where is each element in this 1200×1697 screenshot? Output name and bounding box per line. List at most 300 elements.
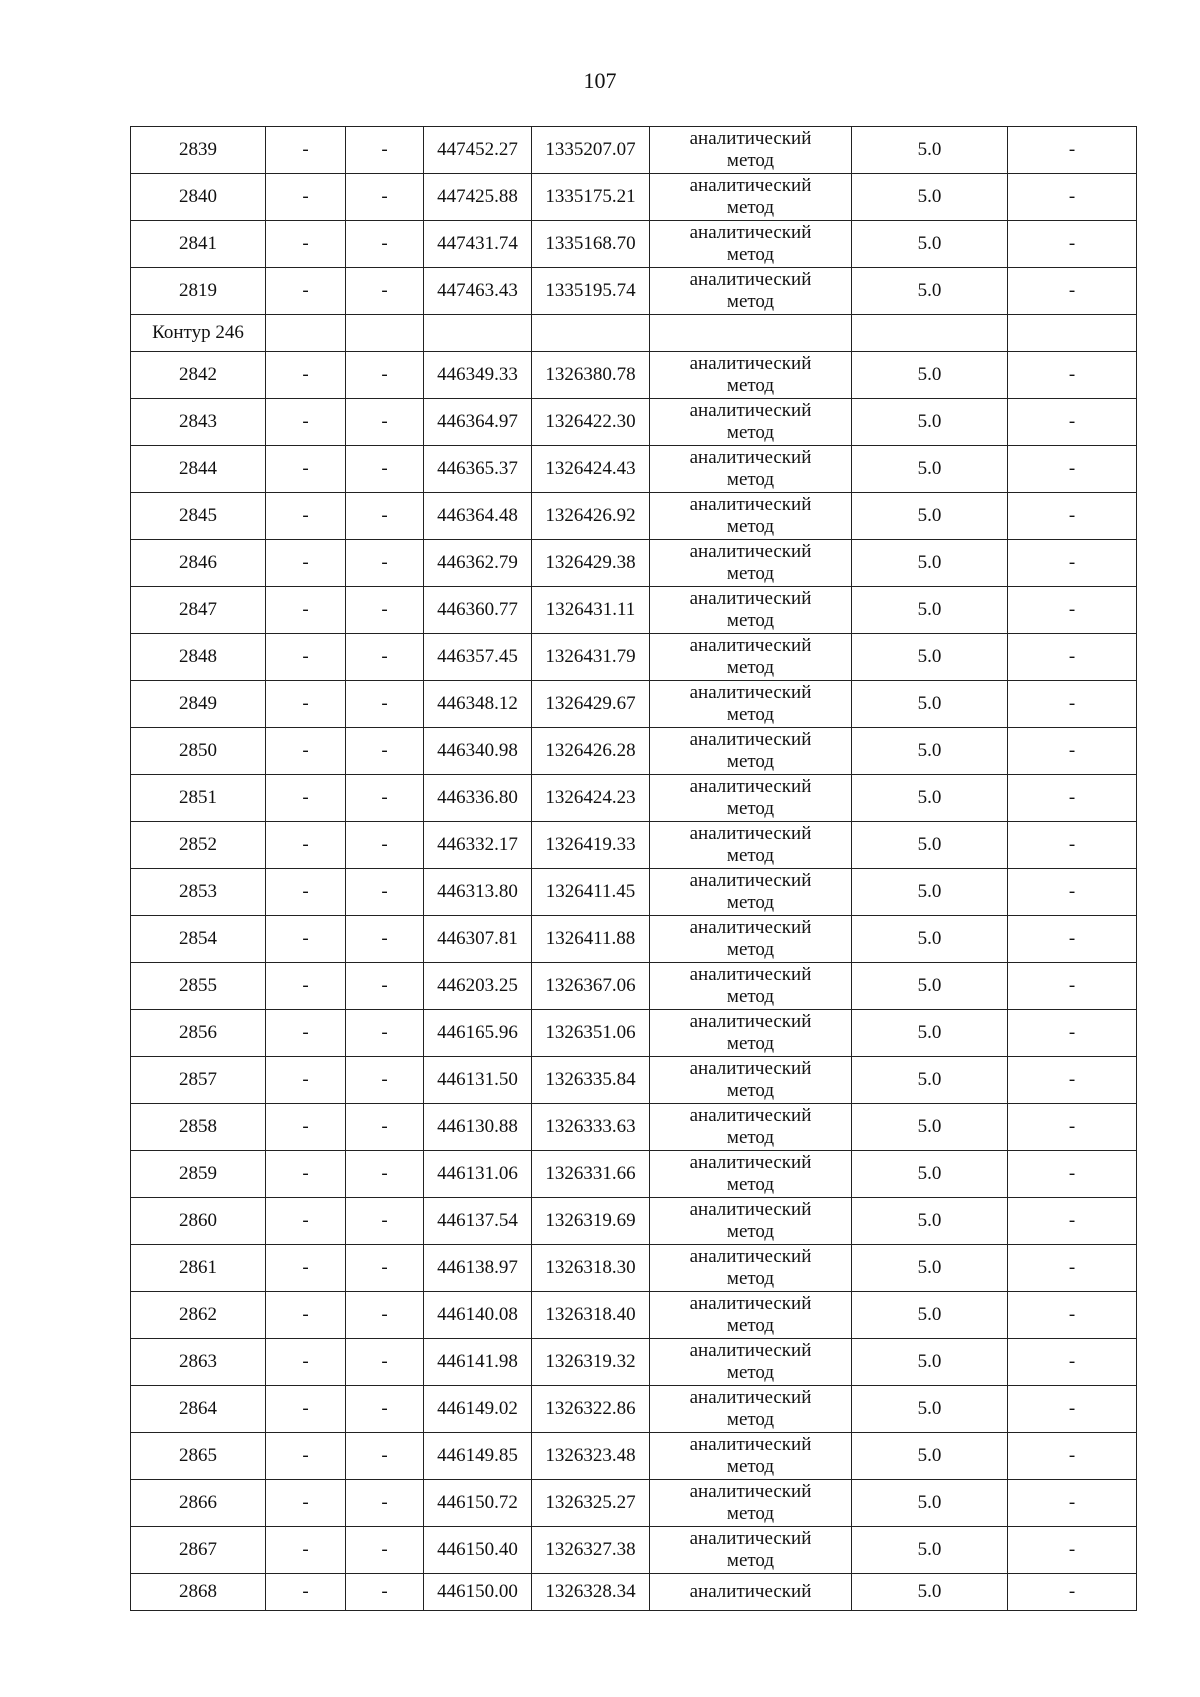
method-cell (650, 1245, 852, 1292)
dash-cell: - (346, 1527, 424, 1574)
dash-cell: - (266, 1292, 346, 1339)
table-row (131, 1433, 1137, 1480)
dash-cell: - (266, 822, 346, 869)
point-number-cell: 2857 (131, 1057, 266, 1104)
method-line-2: метод (726, 845, 775, 866)
method-line-2: метод (726, 1456, 775, 1477)
method-line-2: метод (726, 375, 775, 396)
method-cell (650, 399, 852, 446)
y-coordinate-cell: 1326424.43 (532, 446, 650, 493)
dash-cell: - (1008, 1339, 1137, 1386)
x-coordinate-cell: 446140.08 (424, 1292, 532, 1339)
dash-cell: - (1008, 1574, 1137, 1611)
method-cell (650, 775, 852, 822)
dash-cell: - (346, 869, 424, 916)
empty-cell (532, 315, 650, 352)
accuracy-cell: 5.0 (852, 634, 1008, 681)
x-coordinate-cell: 447425.88 (424, 174, 532, 221)
table-row (131, 1104, 1137, 1151)
x-coordinate-cell: 446150.00 (424, 1574, 532, 1611)
method-line-2: метод (726, 1221, 775, 1242)
accuracy-cell: 5.0 (852, 1104, 1008, 1151)
accuracy-cell: 5.0 (852, 1339, 1008, 1386)
y-coordinate-cell: 1326328.34 (532, 1574, 650, 1611)
method-cell (650, 1151, 852, 1198)
dash-cell: - (266, 1433, 346, 1480)
x-coordinate-cell: 446365.37 (424, 446, 532, 493)
method-line-1: аналитический (689, 1581, 812, 1602)
x-coordinate-cell: 446203.25 (424, 963, 532, 1010)
dash-cell: - (346, 1292, 424, 1339)
accuracy-cell: 5.0 (852, 869, 1008, 916)
table-row (131, 127, 1137, 174)
dash-cell: - (346, 681, 424, 728)
accuracy-cell: 5.0 (852, 1527, 1008, 1574)
method-cell (650, 869, 852, 916)
method-cell (650, 446, 852, 493)
y-coordinate-cell: 1326422.30 (532, 399, 650, 446)
method-line-2: метод (726, 563, 775, 584)
method-line-2: метод (726, 1315, 775, 1336)
table-row (131, 1198, 1137, 1245)
dash-cell: - (346, 963, 424, 1010)
method-line-2: метод (726, 986, 775, 1007)
method-cell (650, 1574, 852, 1611)
y-coordinate-cell: 1326323.48 (532, 1433, 650, 1480)
method-cell (650, 587, 852, 634)
method-line-2: метод (726, 939, 775, 960)
dash-cell: - (346, 1151, 424, 1198)
point-number-cell: 2863 (131, 1339, 266, 1386)
point-number-cell: 2846 (131, 540, 266, 587)
x-coordinate-cell: 446357.45 (424, 634, 532, 681)
dash-cell: - (1008, 1245, 1137, 1292)
y-coordinate-cell: 1326335.84 (532, 1057, 650, 1104)
dash-cell: - (346, 775, 424, 822)
y-coordinate-cell: 1335175.21 (532, 174, 650, 221)
dash-cell: - (346, 728, 424, 775)
method-line-2: метод (726, 704, 775, 725)
dash-cell: - (266, 681, 346, 728)
method-line-2: метод (726, 1033, 775, 1054)
table-row (131, 1057, 1137, 1104)
table-row (131, 1574, 1137, 1611)
accuracy-cell: 5.0 (852, 775, 1008, 822)
dash-cell: - (1008, 681, 1137, 728)
method-cell (650, 174, 852, 221)
method-line-1: аналитический (689, 1105, 812, 1126)
dash-cell: - (1008, 1480, 1137, 1527)
y-coordinate-cell: 1326411.45 (532, 869, 650, 916)
method-cell (650, 127, 852, 174)
method-line-1: аналитический (689, 128, 812, 149)
x-coordinate-cell: 446141.98 (424, 1339, 532, 1386)
accuracy-cell: 5.0 (852, 1480, 1008, 1527)
point-number-cell: 2840 (131, 174, 266, 221)
point-number-cell: 2854 (131, 916, 266, 963)
dash-cell: - (266, 634, 346, 681)
dash-cell: - (266, 1339, 346, 1386)
method-line-1: аналитический (689, 400, 812, 421)
dash-cell: - (266, 540, 346, 587)
method-line-1: аналитический (689, 870, 812, 891)
dash-cell: - (266, 775, 346, 822)
coordinates-table (130, 126, 1137, 1611)
dash-cell: - (1008, 174, 1137, 221)
dash-cell: - (1008, 1010, 1137, 1057)
method-cell (650, 634, 852, 681)
accuracy-cell: 5.0 (852, 1198, 1008, 1245)
point-number-cell: 2859 (131, 1151, 266, 1198)
table-row (131, 822, 1137, 869)
method-line-1: аналитический (689, 222, 812, 243)
method-line-2: метод (726, 1550, 775, 1571)
accuracy-cell: 5.0 (852, 540, 1008, 587)
method-line-2: метод (726, 244, 775, 265)
method-cell (650, 1433, 852, 1480)
dash-cell: - (1008, 963, 1137, 1010)
dash-cell: - (346, 1386, 424, 1433)
method-cell (650, 1010, 852, 1057)
table-row (131, 1480, 1137, 1527)
section-label: Контур 246 (131, 315, 266, 352)
page-number: 107 (583, 68, 617, 93)
accuracy-cell: 5.0 (852, 1386, 1008, 1433)
dash-cell: - (346, 1433, 424, 1480)
method-cell (650, 1057, 852, 1104)
table-row (131, 587, 1137, 634)
empty-cell (266, 315, 346, 352)
method-line-1: аналитический (689, 776, 812, 797)
method-cell (650, 1386, 852, 1433)
dash-cell: - (346, 1574, 424, 1611)
dash-cell: - (346, 916, 424, 963)
dash-cell: - (266, 1574, 346, 1611)
dash-cell: - (1008, 446, 1137, 493)
x-coordinate-cell: 446332.17 (424, 822, 532, 869)
method-line-1: аналитический (689, 1058, 812, 1079)
method-line-2: метод (726, 197, 775, 218)
table-row (131, 728, 1137, 775)
method-cell (650, 916, 852, 963)
accuracy-cell: 5.0 (852, 916, 1008, 963)
dash-cell: - (346, 587, 424, 634)
point-number-cell: 2866 (131, 1480, 266, 1527)
table-row (131, 352, 1137, 399)
accuracy-cell: 5.0 (852, 587, 1008, 634)
dash-cell: - (266, 399, 346, 446)
dash-cell: - (346, 1010, 424, 1057)
dash-cell: - (346, 540, 424, 587)
method-line-2: метод (726, 1409, 775, 1430)
table-row (131, 1292, 1137, 1339)
method-cell (650, 1292, 852, 1339)
y-coordinate-cell: 1326411.88 (532, 916, 650, 963)
point-number-cell: 2847 (131, 587, 266, 634)
method-cell (650, 352, 852, 399)
point-number-cell: 2845 (131, 493, 266, 540)
dash-cell: - (1008, 775, 1137, 822)
table-row (131, 963, 1137, 1010)
dash-cell: - (1008, 587, 1137, 634)
point-number-cell: 2819 (131, 268, 266, 315)
method-cell (650, 681, 852, 728)
method-line-2: метод (726, 422, 775, 443)
dash-cell: - (266, 127, 346, 174)
dash-cell: - (266, 728, 346, 775)
table-row (131, 634, 1137, 681)
dash-cell: - (266, 1527, 346, 1574)
dash-cell: - (266, 587, 346, 634)
method-line-1: аналитический (689, 1481, 812, 1502)
x-coordinate-cell: 446149.02 (424, 1386, 532, 1433)
point-number-cell: 2841 (131, 221, 266, 268)
method-line-1: аналитический (689, 541, 812, 562)
dash-cell: - (346, 1057, 424, 1104)
dash-cell: - (1008, 1151, 1137, 1198)
method-line-2: метод (726, 892, 775, 913)
x-coordinate-cell: 446137.54 (424, 1198, 532, 1245)
table-row (131, 869, 1137, 916)
method-line-2: метод (726, 1362, 775, 1383)
dash-cell: - (266, 916, 346, 963)
point-number-cell: 2843 (131, 399, 266, 446)
dash-cell: - (266, 963, 346, 1010)
method-cell (650, 540, 852, 587)
dash-cell: - (1008, 728, 1137, 775)
dash-cell: - (346, 493, 424, 540)
table-row (131, 1151, 1137, 1198)
table-row (131, 493, 1137, 540)
method-line-2: метод (726, 610, 775, 631)
x-coordinate-cell: 446150.72 (424, 1480, 532, 1527)
method-line-1: аналитический (689, 823, 812, 844)
dash-cell: - (1008, 822, 1137, 869)
section-row (131, 315, 1137, 352)
dash-cell: - (1008, 127, 1137, 174)
coordinates-table-body (131, 127, 1137, 1611)
dash-cell: - (1008, 634, 1137, 681)
y-coordinate-cell: 1326424.23 (532, 775, 650, 822)
method-line-1: аналитический (689, 353, 812, 374)
method-cell (650, 1527, 852, 1574)
x-coordinate-cell: 446138.97 (424, 1245, 532, 1292)
dash-cell: - (1008, 1198, 1137, 1245)
empty-cell (852, 315, 1008, 352)
y-coordinate-cell: 1326429.38 (532, 540, 650, 587)
point-number-cell: 2852 (131, 822, 266, 869)
y-coordinate-cell: 1326318.30 (532, 1245, 650, 1292)
dash-cell: - (346, 174, 424, 221)
accuracy-cell: 5.0 (852, 268, 1008, 315)
dash-cell: - (266, 268, 346, 315)
accuracy-cell: 5.0 (852, 1292, 1008, 1339)
method-line-2: метод (726, 751, 775, 772)
method-line-1: аналитический (689, 729, 812, 750)
x-coordinate-cell: 446307.81 (424, 916, 532, 963)
point-number-cell: 2839 (131, 127, 266, 174)
method-cell (650, 963, 852, 1010)
x-coordinate-cell: 446340.98 (424, 728, 532, 775)
method-line-2: метод (726, 1503, 775, 1524)
x-coordinate-cell: 447452.27 (424, 127, 532, 174)
y-coordinate-cell: 1326426.92 (532, 493, 650, 540)
y-coordinate-cell: 1326431.11 (532, 587, 650, 634)
x-coordinate-cell: 446165.96 (424, 1010, 532, 1057)
point-number-cell: 2844 (131, 446, 266, 493)
x-coordinate-cell: 446131.50 (424, 1057, 532, 1104)
dash-cell: - (266, 174, 346, 221)
point-number-cell: 2862 (131, 1292, 266, 1339)
x-coordinate-cell: 446348.12 (424, 681, 532, 728)
table-row (131, 1339, 1137, 1386)
method-line-1: аналитический (689, 588, 812, 609)
empty-cell (1008, 315, 1137, 352)
dash-cell: - (1008, 1292, 1137, 1339)
point-number-cell: 2842 (131, 352, 266, 399)
dash-cell: - (1008, 1386, 1137, 1433)
method-line-1: аналитический (689, 1152, 812, 1173)
x-coordinate-cell: 446364.97 (424, 399, 532, 446)
method-cell (650, 728, 852, 775)
x-coordinate-cell: 446313.80 (424, 869, 532, 916)
dash-cell: - (1008, 352, 1137, 399)
x-coordinate-cell: 446130.88 (424, 1104, 532, 1151)
method-line-2: метод (726, 291, 775, 312)
table-row (131, 916, 1137, 963)
table-row (131, 446, 1137, 493)
method-line-1: аналитический (689, 447, 812, 468)
dash-cell: - (266, 1198, 346, 1245)
method-cell (650, 1198, 852, 1245)
point-number-cell: 2867 (131, 1527, 266, 1574)
method-line-1: аналитический (689, 682, 812, 703)
empty-cell (424, 315, 532, 352)
y-coordinate-cell: 1335168.70 (532, 221, 650, 268)
method-line-2: метод (726, 469, 775, 490)
table-row (131, 681, 1137, 728)
table-row (131, 1527, 1137, 1574)
method-line-2: метод (726, 1127, 775, 1148)
accuracy-cell: 5.0 (852, 1151, 1008, 1198)
method-line-1: аналитический (689, 1011, 812, 1032)
x-coordinate-cell: 446362.79 (424, 540, 532, 587)
dash-cell: - (1008, 869, 1137, 916)
accuracy-cell: 5.0 (852, 221, 1008, 268)
dash-cell: - (346, 634, 424, 681)
y-coordinate-cell: 1326325.27 (532, 1480, 650, 1527)
point-number-cell: 2865 (131, 1433, 266, 1480)
point-number-cell: 2853 (131, 869, 266, 916)
method-line-1: аналитический (689, 1340, 812, 1361)
accuracy-cell: 5.0 (852, 493, 1008, 540)
table-row (131, 399, 1137, 446)
dash-cell: - (1008, 221, 1137, 268)
x-coordinate-cell: 447463.43 (424, 268, 532, 315)
dash-cell: - (346, 1245, 424, 1292)
method-line-1: аналитический (689, 635, 812, 656)
accuracy-cell: 5.0 (852, 1574, 1008, 1611)
point-number-cell: 2864 (131, 1386, 266, 1433)
method-line-1: аналитический (689, 1528, 812, 1549)
y-coordinate-cell: 1326431.79 (532, 634, 650, 681)
y-coordinate-cell: 1326419.33 (532, 822, 650, 869)
y-coordinate-cell: 1326426.28 (532, 728, 650, 775)
x-coordinate-cell: 446150.40 (424, 1527, 532, 1574)
dash-cell: - (266, 221, 346, 268)
method-line-1: аналитический (689, 1387, 812, 1408)
method-line-1: аналитический (689, 964, 812, 985)
method-line-1: аналитический (689, 1246, 812, 1267)
method-line-2: метод (726, 657, 775, 678)
point-number-cell: 2848 (131, 634, 266, 681)
point-number-cell: 2849 (131, 681, 266, 728)
table-row (131, 174, 1137, 221)
table-row (131, 1386, 1137, 1433)
method-line-2: метод (726, 798, 775, 819)
dash-cell: - (266, 1057, 346, 1104)
accuracy-cell: 5.0 (852, 822, 1008, 869)
dash-cell: - (1008, 268, 1137, 315)
y-coordinate-cell: 1326351.06 (532, 1010, 650, 1057)
method-cell (650, 1480, 852, 1527)
y-coordinate-cell: 1335195.74 (532, 268, 650, 315)
dash-cell: - (266, 446, 346, 493)
y-coordinate-cell: 1326331.66 (532, 1151, 650, 1198)
method-cell (650, 221, 852, 268)
dash-cell: - (1008, 540, 1137, 587)
y-coordinate-cell: 1326319.32 (532, 1339, 650, 1386)
point-number-cell: 2860 (131, 1198, 266, 1245)
table-row (131, 268, 1137, 315)
method-cell (650, 268, 852, 315)
point-number-cell: 2856 (131, 1010, 266, 1057)
method-line-1: аналитический (689, 269, 812, 290)
table-row (131, 1010, 1137, 1057)
method-cell (650, 493, 852, 540)
dash-cell: - (266, 1245, 346, 1292)
accuracy-cell: 5.0 (852, 1010, 1008, 1057)
method-line-1: аналитический (689, 175, 812, 196)
y-coordinate-cell: 1326319.69 (532, 1198, 650, 1245)
empty-cell (346, 315, 424, 352)
dash-cell: - (266, 1010, 346, 1057)
point-number-cell: 2851 (131, 775, 266, 822)
y-coordinate-cell: 1326322.86 (532, 1386, 650, 1433)
accuracy-cell: 5.0 (852, 963, 1008, 1010)
accuracy-cell: 5.0 (852, 174, 1008, 221)
x-coordinate-cell: 446364.48 (424, 493, 532, 540)
accuracy-cell: 5.0 (852, 446, 1008, 493)
accuracy-cell: 5.0 (852, 1245, 1008, 1292)
table-row (131, 221, 1137, 268)
x-coordinate-cell: 446131.06 (424, 1151, 532, 1198)
point-number-cell: 2858 (131, 1104, 266, 1151)
point-number-cell: 2850 (131, 728, 266, 775)
dash-cell: - (346, 221, 424, 268)
dash-cell: - (266, 352, 346, 399)
table-row (131, 540, 1137, 587)
accuracy-cell: 5.0 (852, 1433, 1008, 1480)
x-coordinate-cell: 446360.77 (424, 587, 532, 634)
accuracy-cell: 5.0 (852, 1057, 1008, 1104)
accuracy-cell: 5.0 (852, 728, 1008, 775)
method-line-2: метод (726, 1080, 775, 1101)
method-line-1: аналитический (689, 1293, 812, 1314)
method-line-1: аналитический (689, 494, 812, 515)
dash-cell: - (346, 127, 424, 174)
table-row (131, 775, 1137, 822)
